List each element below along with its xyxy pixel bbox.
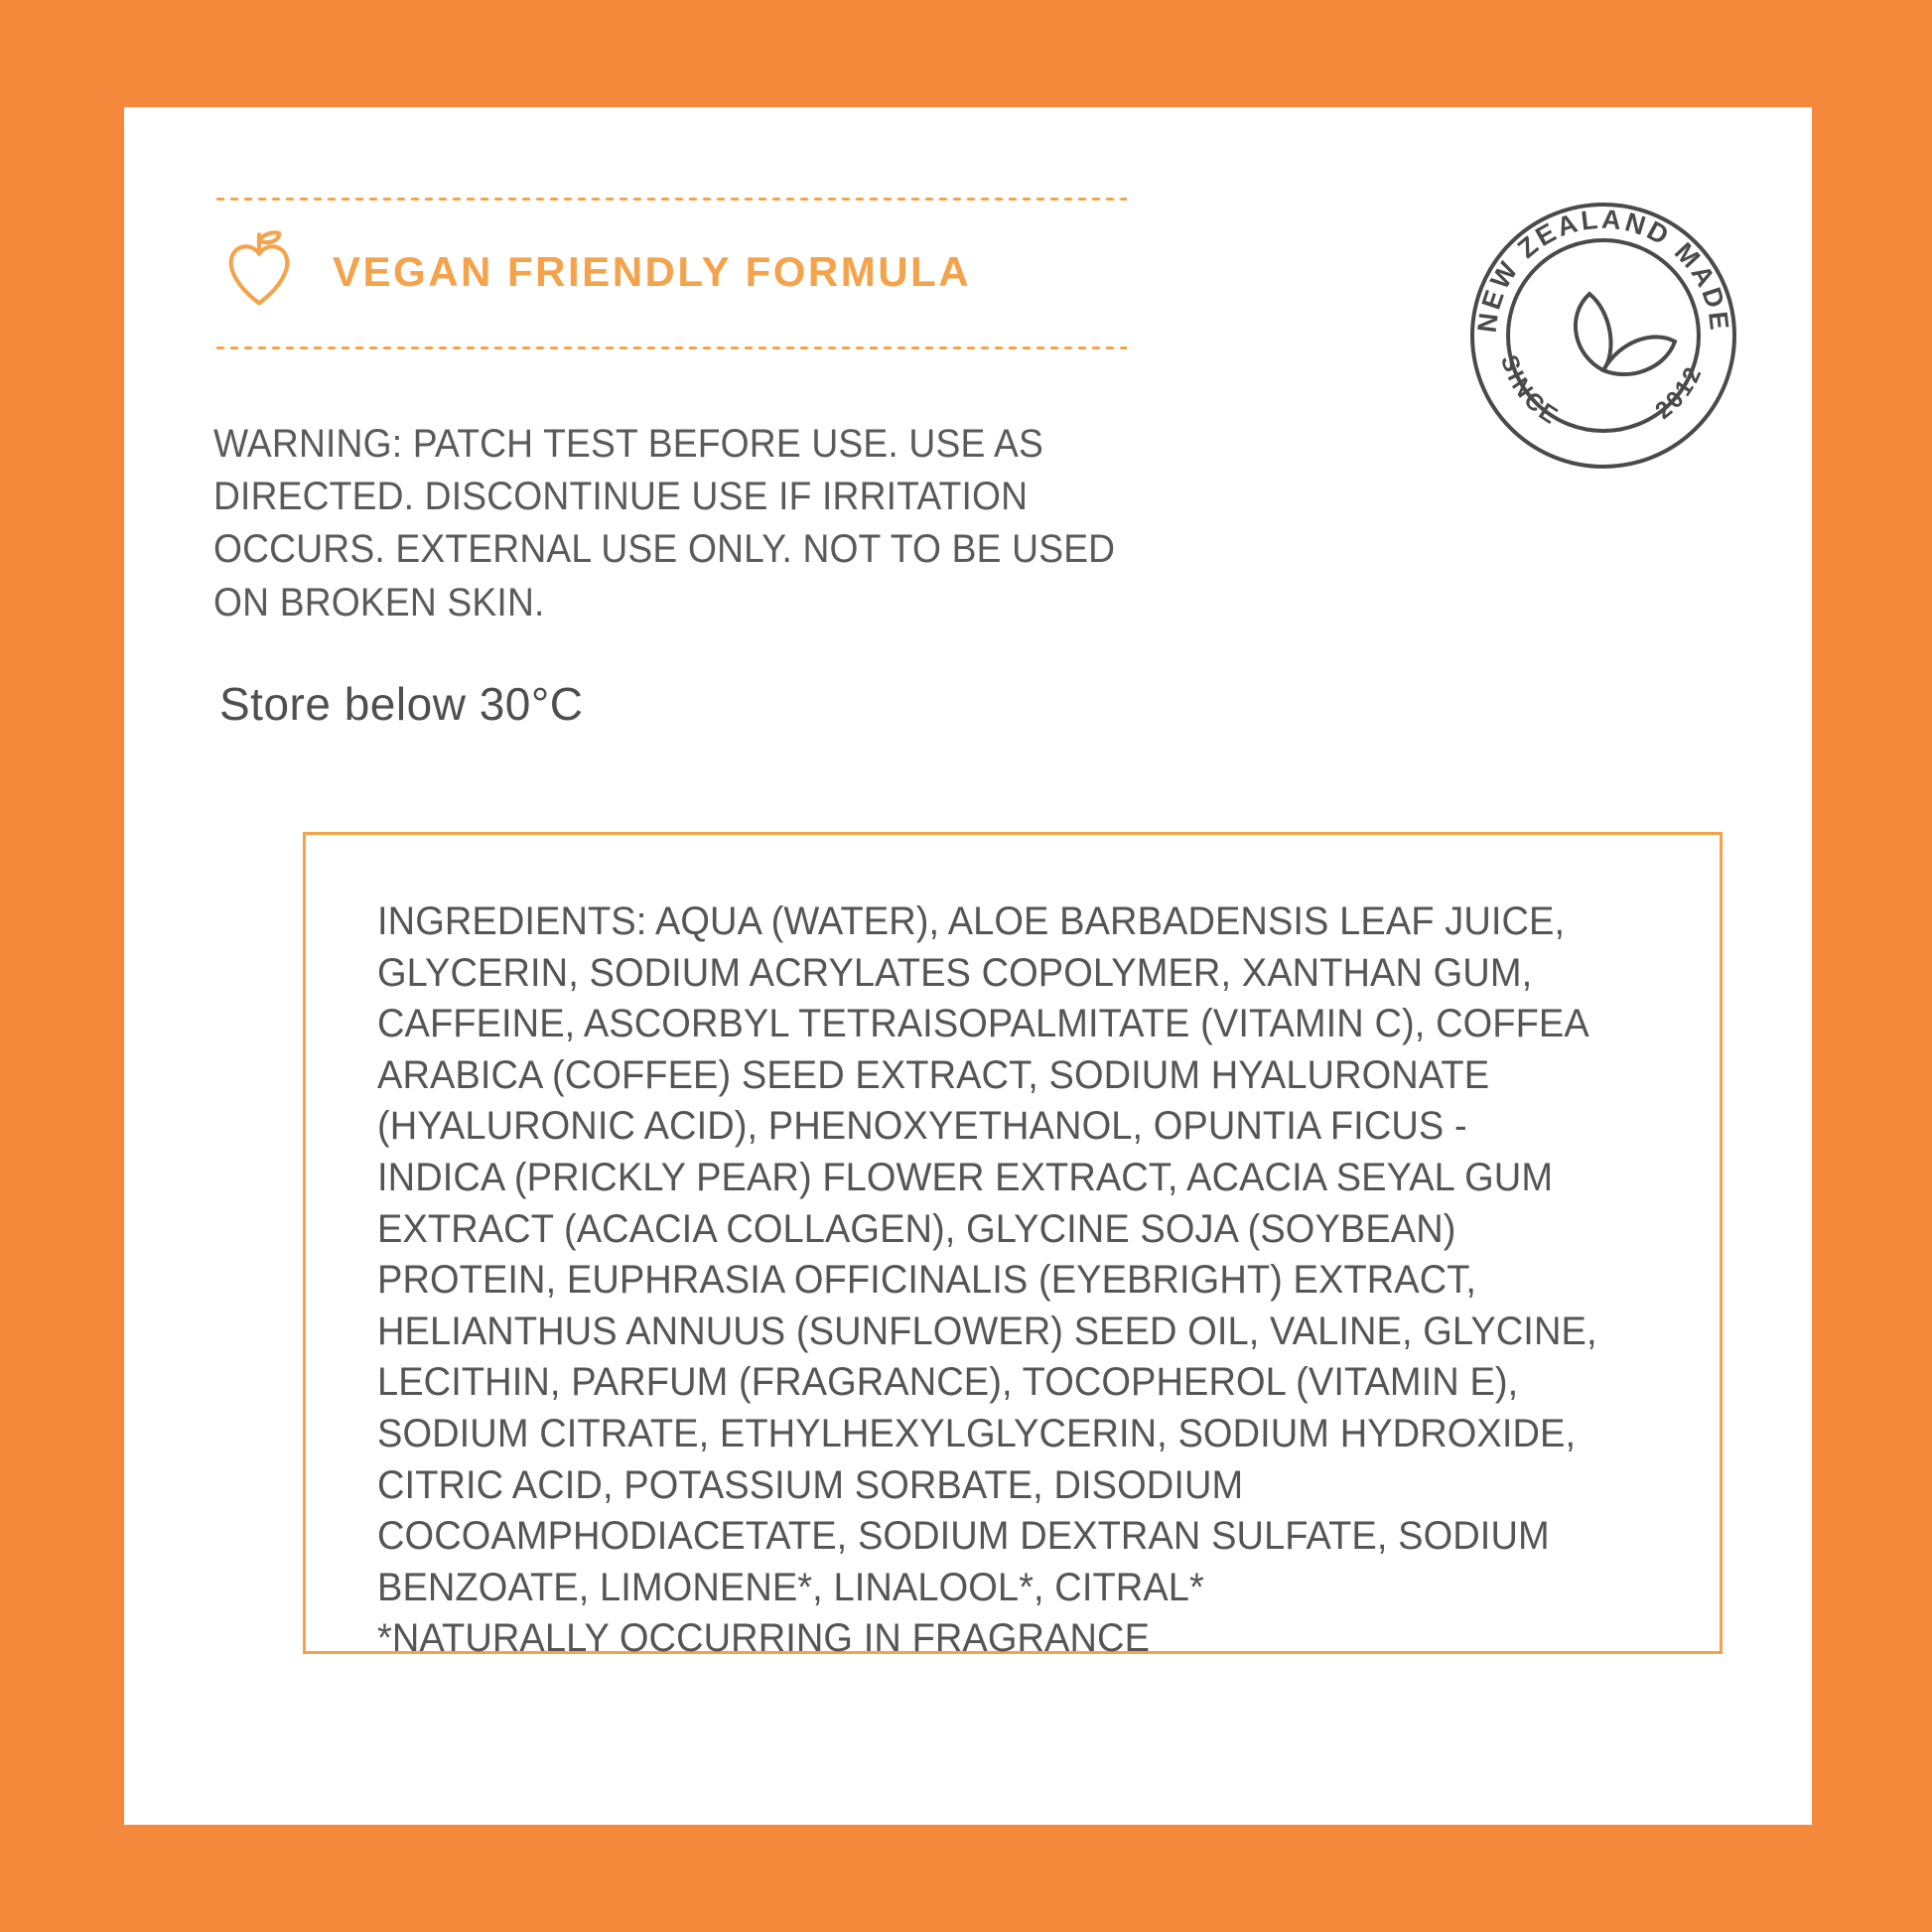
nz-made-seal (1454, 187, 1752, 484)
svg-text:SINCE (1495, 351, 1565, 431)
dotted-divider-bottom (213, 345, 1127, 350)
warning-text: WARNING: PATCH TEST BEFORE USE. USE AS DIRECTED. DISCONTINUE USE IF IRRITATION OCCURS. EXTERNAL USE ONLY. NOT TO BE USED ON BROKEN SKIN. (213, 422, 1116, 624)
dotted-divider-top (213, 197, 1127, 202)
seal-arc-bottom-left: SINCE (1494, 351, 1565, 432)
vegan-banner-label: VEGAN FRIENDLY FORMULA (333, 248, 972, 295)
apple-leaf-icon (213, 226, 305, 318)
ingredients-footnote: *NATURALLY OCCURRING IN FRAGRANCE (377, 1616, 1151, 1661)
seal-arc-top: NEW ZEALAND MADE (1471, 204, 1735, 335)
label-card (124, 107, 1812, 1825)
ingredients-text-wrapper (377, 897, 1603, 1665)
leaf-pair-icon (1576, 294, 1675, 374)
storage-text: Store below 30°C (219, 677, 584, 730)
vegan-banner (213, 197, 1127, 370)
vegan-banner-row (213, 222, 971, 322)
ingredients-list: INGREDIENTS: AQUA (WATER), ALOE BARBADENSIS LEAF JUICE, GLYCERIN, SODIUM ACRYLATES COPOLYMER, XANTHAN GUM, CAFFEINE, ASCORBYL TETRAISOPALMITATE (VITAMIN C), COFFEA ARABICA (COFFEE) SEED EXTRACT, SODIUM HYALURONATE (HYALURONIC ACID), PHENOXYETHANOL, OPUNTIA FICUS - INDICA (PRICKLY PEAR) FLOWER EXTRACT, ACACIA SEYAL GUM EXTRACT (ACACIA COLLAGEN), GLYCINE SOJA (SOYBEAN) PROTEIN, EUPHRASIA OFFICINALIS (EYEBRIGHT) EXTRACT, HELIANTHUS ANNUUS (SUNFLOWER) SEED OIL, VALINE, GLYCINE, LECITHIN, PARFUM (FRAGRANCE), TOCOPHEROL (VITAMIN E), SODIUM CITRATE, ETHYLHEXYLGLYCERIN, SODIUM HYDROXIDE, CITRIC ACID, POTASSIUM SORBATE, DISODIUM COCOAMPHODIACETATE, SODIUM DEXTRAN SULFATE, SODIUM BENZOATE, LIMONENE*, LINALOOL*, CITRAL* (377, 899, 1597, 1609)
seal-arc-bottom-right: 2012 (1650, 360, 1709, 425)
ingredients-box (303, 832, 1723, 1661)
